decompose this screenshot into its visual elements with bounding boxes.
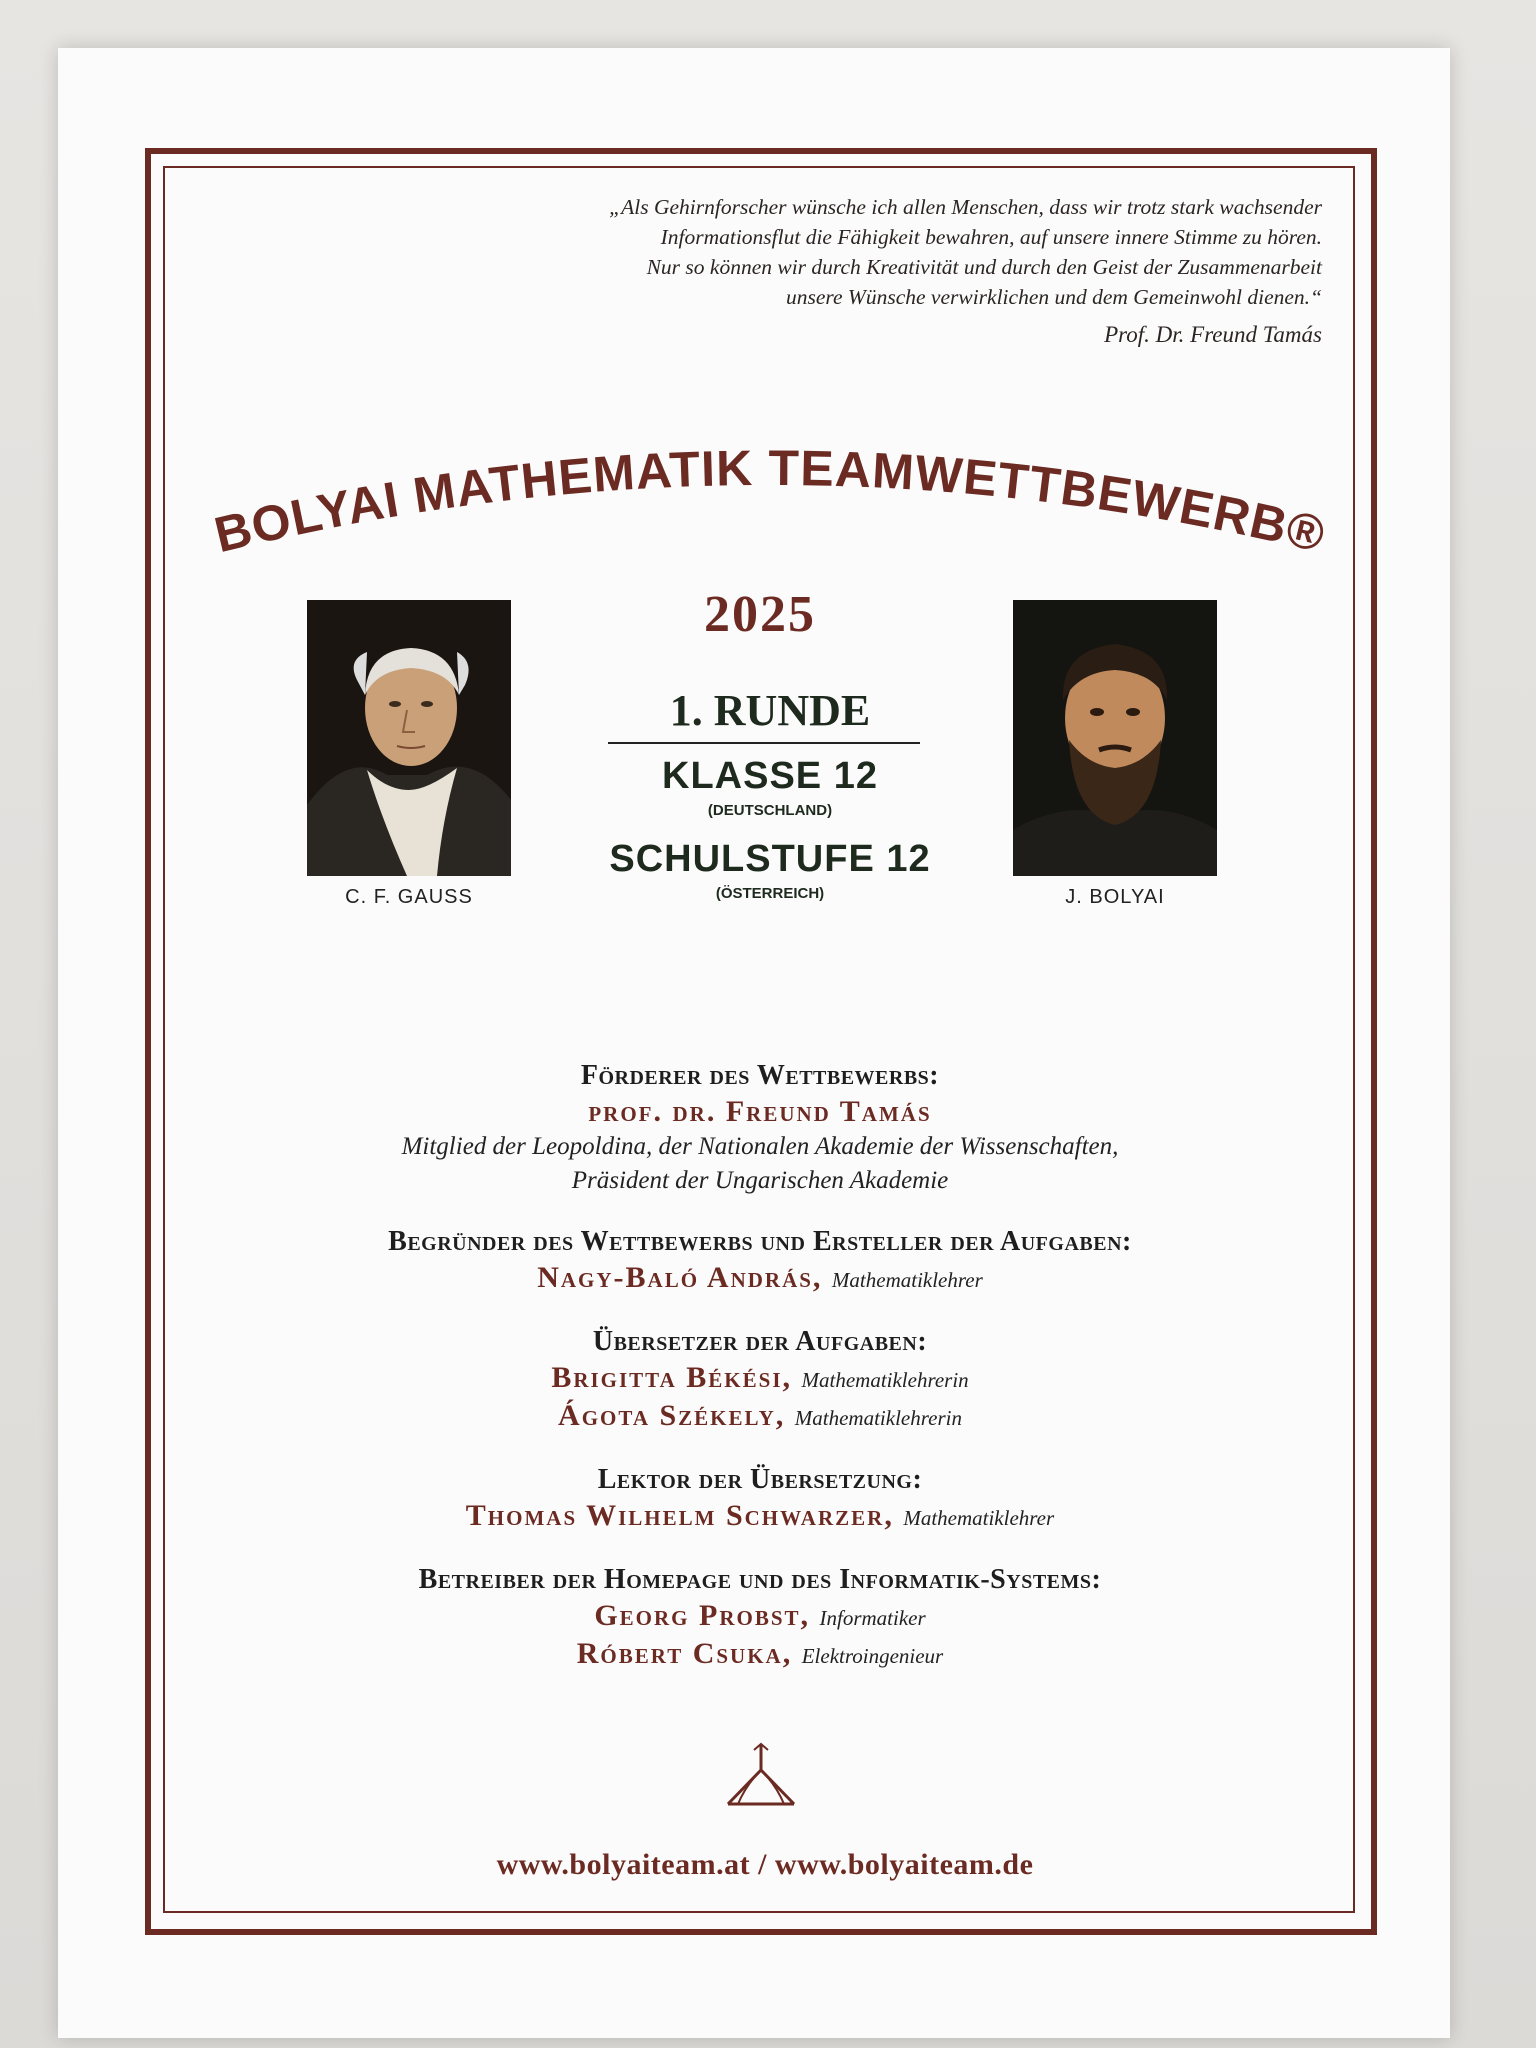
- lector-role: Mathematiklehrer: [903, 1506, 1055, 1530]
- operators-section: [200, 1562, 1320, 1674]
- klasse-heading: KLASSE 12: [662, 755, 878, 797]
- lector-section: [200, 1462, 1320, 1536]
- quote-line: Informationsflut die Fähigkeit bewahren, auf unsere innere Stimme zu hören.: [660, 225, 1322, 249]
- gauss-portrait: [307, 600, 511, 876]
- sponsor-desc-1: Mitglied der Leopoldina, der Nationalen Akademie der Wissenschaften,: [401, 1133, 1119, 1160]
- lector-name: Thomas Wilhelm Schwarzer,: [465, 1499, 894, 1532]
- bolyai-logo-icon: [716, 1740, 806, 1810]
- translator-1-role: Mathematiklehrerin: [801, 1368, 969, 1392]
- founder-heading: Begründer des Wettbewerbs und Ersteller der Aufgaben:: [388, 1226, 1132, 1257]
- lector-heading: Lektor der Übersetzung:: [597, 1464, 923, 1495]
- round-divider: [608, 742, 920, 744]
- credits-block: [200, 1058, 1320, 1700]
- schulstufe-country: (ÖSTERREICH): [715, 885, 825, 902]
- translators-heading: Übersetzer der Aufgaben:: [592, 1326, 928, 1357]
- svg-text:BOLYAI MATHEMATIK TEAMWETTBEWE: [209, 440, 1330, 563]
- translator-2-name: Ágota Székely,: [558, 1399, 786, 1432]
- sponsor-desc-2: Präsident der Ungarischen Akademie: [571, 1167, 949, 1194]
- sponsor-name: prof. dr. Freund Tamás: [588, 1095, 932, 1128]
- year: 2025: [704, 586, 816, 643]
- sponsor-section: [200, 1058, 1320, 1198]
- competition-title: [180, 430, 1360, 580]
- quote-line: unsere Wünsche verwirklichen und dem Gemeinwohl dienen.“: [786, 285, 1322, 309]
- round-heading: 1. RUNDE: [669, 686, 871, 735]
- quote-author: Prof. Dr. Freund Tamás: [1104, 322, 1322, 347]
- operator-2-name: Róbert Csuka,: [576, 1637, 793, 1670]
- operators-heading: Betreiber der Homepage und des Informatik-Systems:: [418, 1564, 1102, 1595]
- klasse-country: (DEUTSCHLAND): [707, 802, 833, 819]
- sponsor-heading: Förderer des Wettbewerbs:: [580, 1060, 940, 1091]
- schulstufe-heading: SCHULSTUFE 12: [609, 838, 931, 880]
- translator-2-role: Mathematiklehrerin: [794, 1406, 962, 1430]
- bolyai-portrait: [1013, 600, 1217, 876]
- translators-section: [200, 1324, 1320, 1436]
- quote-block: [300, 192, 1322, 350]
- operator-2-role: Elektroingenieur: [801, 1644, 944, 1668]
- bolyai-caption: J. BOLYAI: [1065, 886, 1165, 908]
- operator-1-role: Informatiker: [819, 1606, 926, 1630]
- founder-role: Mathematiklehrer: [831, 1268, 983, 1292]
- website-link[interactable]: www.bolyaiteam.at / www.bolyaiteam.de: [496, 1848, 1034, 1881]
- quote-line: „Als Gehirnforscher wünsche ich allen Menschen, dass wir trotz stark wachsender: [609, 195, 1322, 219]
- title-text: BOLYAI MATHEMATIK TEAMWETTBEWERB®: [209, 439, 1331, 564]
- founder-section: [200, 1224, 1320, 1298]
- operator-1-name: Georg Probst,: [594, 1599, 811, 1632]
- translator-1-name: Brigitta Békési,: [551, 1361, 792, 1394]
- quote-line: Nur so können wir durch Kreativität und durch den Geist der Zusammenarbeit: [646, 255, 1322, 279]
- founder-name: Nagy-Baló András,: [537, 1261, 823, 1294]
- gauss-caption: C. F. GAUSS: [345, 886, 473, 908]
